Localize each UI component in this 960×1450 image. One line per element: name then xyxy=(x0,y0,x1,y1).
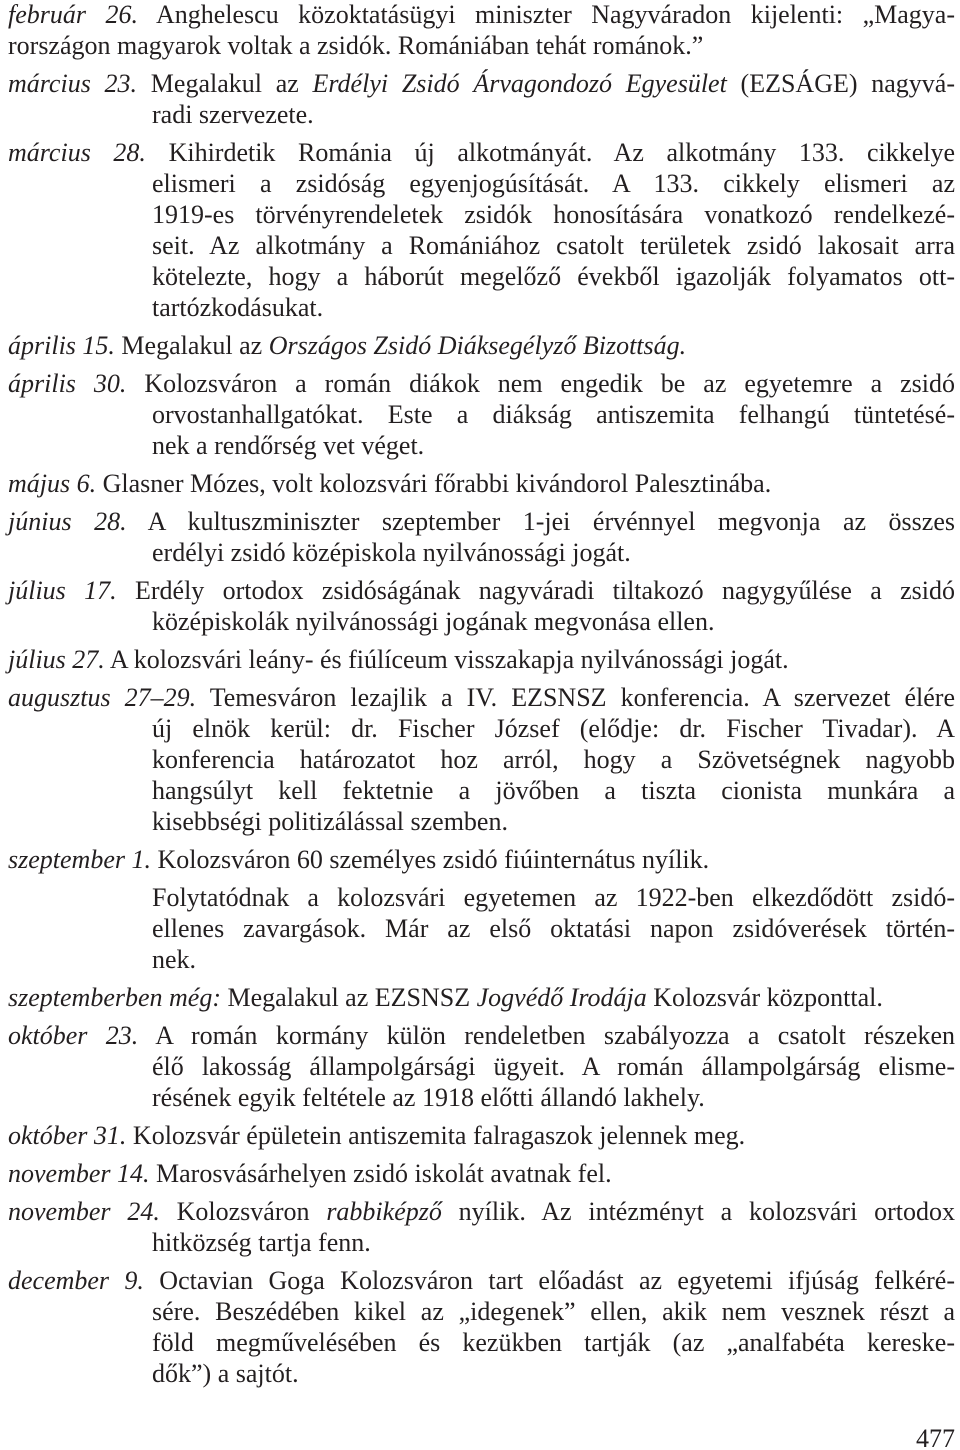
chronology-entry xyxy=(8,368,955,461)
entry-line xyxy=(8,330,955,361)
entry-line xyxy=(8,1158,955,1189)
entry-text: élő lakosság állampolgársági ügyeit. A román állampolgárság elisme- xyxy=(152,1052,955,1081)
entry-line xyxy=(8,0,955,30)
entry-text: Temesváron lezajlik a IV. EZSNSZ konferencia. A szervezet élére xyxy=(209,683,956,712)
entry-line xyxy=(8,468,955,499)
entry-line xyxy=(8,775,955,806)
entry-line xyxy=(8,1120,955,1151)
chronology-entry xyxy=(8,882,955,975)
entry-line xyxy=(8,944,955,975)
chronology-entry xyxy=(8,844,955,875)
entry-text: Marosvásárhelyen zsidó iskolát avatnak fel. xyxy=(156,1159,612,1188)
entry-line xyxy=(8,430,955,461)
entry-text: nek a rendőrség vet véget. xyxy=(152,431,425,460)
entry-line xyxy=(8,575,955,606)
entry-text: Kolozsvár épületein antiszemita falragaszok jelennek meg. xyxy=(132,1121,746,1150)
entry-text: nek. xyxy=(152,945,197,974)
entry-line xyxy=(8,713,955,744)
entry-text: föld megművelésében és kezükben tartják (az „analfabéta kereske- xyxy=(152,1328,955,1357)
entry-line xyxy=(8,292,955,323)
chronology-entry xyxy=(8,1265,955,1389)
entry-text: orvostanhallgatókat. Este a diákság antiszemita felhangú tüntetésé- xyxy=(152,400,955,429)
chronology-entry xyxy=(8,644,955,675)
entry-date: szeptember 1. xyxy=(8,845,151,874)
entry-italic-title: Erdélyi Zsidó Árvagondozó Egyesület xyxy=(312,69,727,98)
entry-line xyxy=(8,844,955,875)
entry-text: Megalakul az EZSNSZ xyxy=(227,983,477,1012)
entry-line xyxy=(8,682,955,713)
entry-date: október 23. xyxy=(8,1021,139,1050)
entry-line xyxy=(8,806,955,837)
entry-text: Glasner Mózes, volt kolozsvári főrabbi kivándorol Palesztinába. xyxy=(102,469,772,498)
entry-text: Erdély ortodox zsidóságának nagyváradi tiltakozó nagygyűlése a zsidó xyxy=(134,576,956,605)
entry-text: nyílik. Az intézményt a kolozsvári ortodox xyxy=(441,1197,956,1226)
chronology-entry xyxy=(8,982,955,1013)
entry-text: középiskolák nyilvánossági jogának megvonása ellen. xyxy=(152,607,715,636)
entry-text: tartózkodásukat. xyxy=(152,293,324,322)
entry-line xyxy=(8,199,955,230)
entry-line xyxy=(8,230,955,261)
entry-text: Kolozsváron xyxy=(176,1197,327,1226)
entry-date: február 26. xyxy=(8,0,138,29)
chronology-entry xyxy=(8,330,955,361)
entry-line xyxy=(8,982,955,1013)
entry-date: május 6. xyxy=(8,469,97,498)
entry-text: erdélyi zsidó középiskola nyilvánossági jogát. xyxy=(152,538,631,567)
entry-date: december 9. xyxy=(8,1266,144,1295)
entry-line xyxy=(8,99,955,130)
entry-text: radi szervezete. xyxy=(152,100,314,129)
entry-text: A román kormány külön rendeletben szabályozza a csatolt részeken xyxy=(155,1021,955,1050)
entry-line xyxy=(8,1020,955,1051)
entry-italic-title: Jogvédő Irodája xyxy=(476,983,647,1012)
entry-date: november 24. xyxy=(8,1197,160,1226)
chronology-entry xyxy=(8,575,955,637)
entry-line xyxy=(8,368,955,399)
entry-date: július 17. xyxy=(8,576,117,605)
entry-text: Folytatódnak a kolozsvári egyetemen az 1922-ben elkezdődött zsidó- xyxy=(152,883,955,912)
entry-text: résének egyik feltétele az 1918 előtti állandó lakhely. xyxy=(152,1083,705,1112)
entry-date: március 28. xyxy=(8,138,146,167)
entry-line xyxy=(8,913,955,944)
entry-date: október 31. xyxy=(8,1121,127,1150)
entry-text: A kultuszminiszter szeptember 1-jei érvénnyel megvonja az összes xyxy=(147,507,955,536)
entry-text: Megalakul az xyxy=(150,69,313,98)
entry-line xyxy=(8,1296,955,1327)
entry-line xyxy=(8,744,955,775)
entry-text: (EZSÁGE) nagyvá- xyxy=(726,69,955,98)
entry-text: seit. Az alkotmány a Romániához csatolt területek zsidó lakosait arra xyxy=(152,231,955,260)
entry-text: elismeri a zsidóság egyenjogúsítását. A 133. cikkely elismeri az xyxy=(152,169,955,198)
entry-line xyxy=(8,1227,955,1258)
entry-date: november 14. xyxy=(8,1159,150,1188)
entry-line xyxy=(8,168,955,199)
entry-line xyxy=(8,1265,955,1296)
entry-text: új elnök kerül: dr. Fischer József (elődje: dr. Fischer Tivadar). A xyxy=(152,714,955,743)
entry-text: Megalakul az xyxy=(121,331,269,360)
chronology-list xyxy=(8,0,955,1389)
entry-line xyxy=(8,30,955,61)
entry-text: hitközség tartja fenn. xyxy=(152,1228,371,1257)
chronology-entry xyxy=(8,506,955,568)
entry-text: konferencia határozatot hoz arról, hogy a Szövetségnek nagyobb xyxy=(152,745,955,774)
entry-date: augusztus 27–29. xyxy=(8,683,197,712)
entry-italic-title: rabbiképző xyxy=(326,1197,442,1226)
chronology-entry xyxy=(8,1120,955,1151)
entry-text: Kolozsváron a román diákok nem engedik be az egyetemre a zsidó xyxy=(144,369,955,398)
entry-line xyxy=(8,399,955,430)
entry-text: ellenes zavargások. Már az első oktatási napon zsidóverések történ- xyxy=(152,914,955,943)
chronology-entry xyxy=(8,1158,955,1189)
entry-text: kötelezte, hogy a háborút megelőző évekből igazolják folyamatos ott- xyxy=(152,262,955,291)
entry-line xyxy=(8,1082,955,1113)
entry-line xyxy=(8,644,955,675)
chronology-entry xyxy=(8,0,955,61)
entry-date: április 15. xyxy=(8,331,115,360)
entry-text: rországon magyarok voltak a zsidók. Romániában tehát románok.” xyxy=(8,31,704,60)
chronology-entry xyxy=(8,682,955,837)
entry-line xyxy=(8,261,955,292)
entry-date: szeptemberben még: xyxy=(8,983,221,1012)
chronology-entry xyxy=(8,1196,955,1258)
entry-line xyxy=(8,68,955,99)
entry-text: 1919-es törvényrendeletek zsidók honosítására vonatkozó rendelkezé- xyxy=(152,200,955,229)
entry-date: március 23. xyxy=(8,69,138,98)
entry-line xyxy=(8,1358,955,1389)
entry-text: Kihirdetik Románia új alkotmányát. Az alkotmány 133. cikkelye xyxy=(168,138,956,167)
entry-text: Kolozsváron 60 személyes zsidó fiúinternátus nyílik. xyxy=(157,845,710,874)
entry-italic-title: Országos Zsidó Diáksegélyző Bizottság. xyxy=(268,331,687,360)
entry-text: kisebbségi politizálással szemben. xyxy=(152,807,508,836)
entry-line xyxy=(8,137,955,168)
entry-text: Kolozsvár központtal. xyxy=(646,983,883,1012)
entry-text: hangsúlyt kell fektetnie a jövőben a tiszta cionista munkára a xyxy=(152,776,955,805)
entry-line xyxy=(8,606,955,637)
entry-date: június 28. xyxy=(8,507,127,536)
chronology-entry xyxy=(8,468,955,499)
entry-text: A kolozsvári leány- és fiúlíceum visszakapja nyilvánossági jogát. xyxy=(109,645,789,674)
chronology-entry xyxy=(8,137,955,323)
entry-line xyxy=(8,506,955,537)
entry-text: sére. Beszédében kikel az „idegenek” ellen, akik nem vesznek részt a xyxy=(152,1297,955,1326)
entry-date: július 27. xyxy=(8,645,105,674)
entry-line xyxy=(8,1196,955,1227)
entry-date: április 30. xyxy=(8,369,127,398)
chronology-entry xyxy=(8,1020,955,1113)
entry-line xyxy=(8,1327,955,1358)
entry-line xyxy=(8,882,955,913)
chronology-entry xyxy=(8,68,955,130)
entry-text: Anghelescu közoktatásügyi miniszter Nagyváradon kijelenti: „Magya- xyxy=(155,0,955,29)
entry-line xyxy=(8,1051,955,1082)
page-number: 477 xyxy=(916,1424,955,1450)
entry-text: dők”) a sajtót. xyxy=(152,1359,299,1388)
entry-text: Octavian Goga Kolozsváron tart előadást az egyetemi ifjúság felkéré- xyxy=(159,1266,955,1295)
entry-line xyxy=(8,537,955,568)
